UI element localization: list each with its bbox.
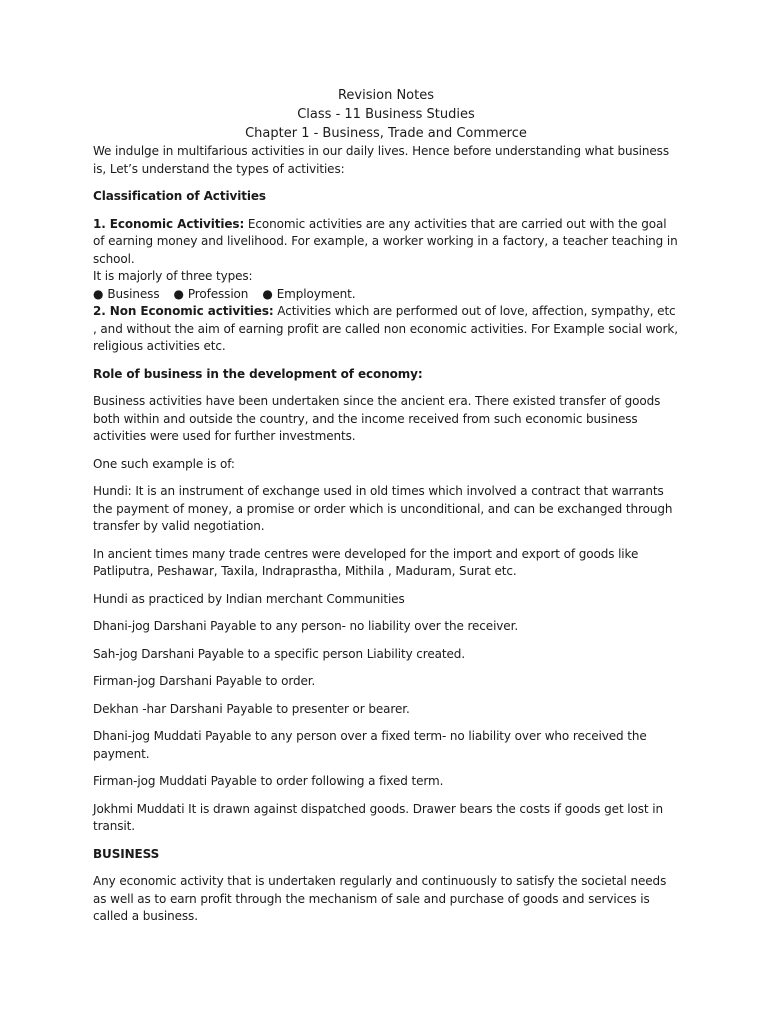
hundi-type-item: Firman-jog Darshani Payable to order. xyxy=(93,674,316,688)
header-chapter: Chapter 1 - Business, Trade and Commerce xyxy=(245,126,527,141)
economic-activities-text: Economic activities are any activities that are carried out with the goal of earning money and livelihood. For example, a worker working in a factory, a teacher teaching in school. xyxy=(93,216,678,266)
hundi-type-item: Dhani-jog Darshani Payable to any person- no liability over the receiver. xyxy=(93,619,519,633)
hundi-practice-line: Hundi as practiced by Indian merchant Communities xyxy=(93,591,405,606)
list-item-label: Profession xyxy=(187,286,249,301)
bullet-icon: ● xyxy=(93,286,104,301)
list-item-label: Business xyxy=(107,286,160,301)
business-definition-paragraph: Any economic activity that is undertaken regularly and continuously to satisfy the societal needs as well as to earn profit through the mechanism of sale and purchase of goods and services is called a business. xyxy=(93,874,667,923)
header-revision-notes: Revision Notes xyxy=(337,88,434,103)
role-paragraph: Business activities have been undertaken since the ancient era. There existed transfer of goods both within and outside the country, and the income received from such economic business activities were used for further investments. xyxy=(93,394,661,443)
non-economic-activities-text: Activities which are performed out of love, affection, sympathy, etc , and without the aim of earning profit are called non economic activities. For Example social work, religious activities etc. xyxy=(93,304,678,353)
trade-centres-paragraph: In ancient times many trade centres were developed for the import and export of goods like Patliputra, Peshawar, Taxila, Indraprastha, Mithila , Maduram, Surat etc. xyxy=(93,546,639,578)
bullet-icon: ● xyxy=(173,286,184,301)
economic-activities-paragraph xyxy=(93,216,679,269)
classification-heading: Classification of Activities xyxy=(93,189,266,203)
economic-types-intro: It is majorly of three types: xyxy=(93,269,253,283)
document-page xyxy=(93,86,679,936)
list-item-label: Employment. xyxy=(276,286,356,301)
non-economic-activities-paragraph xyxy=(93,303,679,356)
hundi-type-item: Dekhan -har Darshani Payable to presenter or bearer. xyxy=(93,701,410,716)
economic-types-list xyxy=(93,286,679,304)
list-item xyxy=(93,287,160,301)
hundi-paragraph: Hundi: It is an instrument of exchange used in old times which involved a contract that warrants the payment of money, a promise or order which is unconditional, and can be exchanged through transfer by valid negotiation. xyxy=(93,484,673,533)
list-item xyxy=(262,287,355,301)
example-intro: One such example is of: xyxy=(93,456,235,471)
document-body xyxy=(93,143,679,926)
intro-paragraph: We indulge in multifarious activities in our daily lives. Hence before understanding what business is, Let’s understand the types of activities: xyxy=(93,144,669,176)
list-item xyxy=(174,287,249,301)
economic-activities-label: 1. Economic Activities: xyxy=(93,216,245,231)
non-economic-activities-label: 2. Non Economic activities: xyxy=(93,304,274,318)
header-class: Class - 11 Business Studies xyxy=(297,107,475,122)
bullet-icon: ● xyxy=(262,286,273,301)
hundi-type-item: Firman-jog Muddati Payable to order following a fixed term. xyxy=(93,774,444,788)
hundi-type-item: Dhani-jog Muddati Payable to any person over a fixed term- no liability over who received the payment. xyxy=(93,729,647,761)
business-heading: BUSINESS xyxy=(93,846,160,861)
hundi-type-item: Jokhmi Muddati It is drawn against dispatched goods. Drawer bears the costs if goods get lost in transit. xyxy=(93,801,663,833)
role-heading: Role of business in the development of economy: xyxy=(93,366,423,381)
hundi-type-item: Sah-jog Darshani Payable to a specific person Liability created. xyxy=(93,646,466,661)
document-header xyxy=(93,86,679,143)
